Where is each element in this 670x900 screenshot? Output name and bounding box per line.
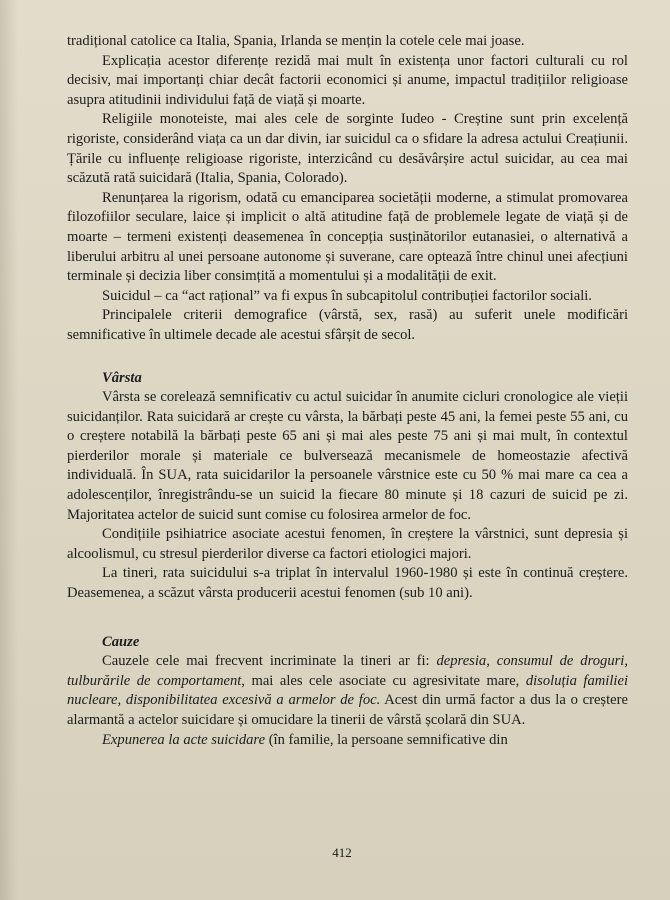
paragraph-demographic-criteria: Principalele criterii demografice (vârstă, sex, rasă) au suferit unele modificări semnificative în ultimele decade ale acestui sfârșit de secol. bbox=[67, 307, 628, 343]
causes-text: Acest din urmă factor a dus la o creștere alarmantă a actelor suicidare și omucidare la tinerii de vârstă școlară din SUA. bbox=[67, 692, 628, 728]
paragraph-continuation: tradițional catolice ca Italia, Spania, Irlanda se mențin la cotele cele mai joase. bbox=[67, 33, 525, 49]
page-number: 412 bbox=[332, 845, 352, 860]
section-spacer bbox=[67, 346, 628, 369]
paragraph-age-correlation: Vârsta se corelează semnificativ cu actul suicidar în anumite cicluri cronologice ale vieții suicidanților. Rata suicidară ar crește cu vârsta, la bărbați peste 45 ani, la femei peste 55 ani, cu o creștere notabilă la bărbați peste 65 ani și mai ales peste 75 ani și mai mult, în contextul pierderilor morale și materiale ce bulversează mecanismele de homeostazie afectivă individuală. În SUA, rata suicidarilor la persoanele vârstnice este cu 50 % mai mare ca cea a adolescenților, înregistrându-se un suicid la fiecare 80 minute și 18 cazuri de suicid pe zi. Majoritatea actelor de suicid sunt comise cu folosirea armelor de foc. bbox=[67, 389, 628, 523]
paragraph-youth-rate: La tineri, rata suicidului s-a triplat în intervalul 1960-1980 și este în continuă creștere. Deasemenea, a scăzut vârsta producerii acestui fenomen (sub 10 ani). bbox=[67, 565, 628, 602]
causes-text: mai ales cele asociate cu agresivitate mare, bbox=[244, 672, 526, 689]
paragraph-exposure bbox=[67, 731, 628, 751]
section-heading-varsta: Vârsta bbox=[102, 369, 142, 386]
paragraph-monotheistic-religions: Religiile monoteiste, mai ales cele de sorginte Iudeo - Creștine sunt prin excelență rigoriste, considerând viața ca un dar divin, iar suicidul ca o sfidare la adresa actului Creațiunii. Țările cu influențe religioase rigoriste, interzicând cu desăvârșire actul suicidar, au cea mai scăzută rată suicidară (Italia, Spania, Colorado). bbox=[67, 111, 628, 187]
paragraph-explanation: Explicația acestor diferențe rezidă mai mult în existența unor factori culturali cu rol decisiv, mai importanți chiar decât factorii economici și anume, impactul tradițiilor religioase asupra atitudinii individului față de viață și moarte. bbox=[67, 52, 628, 108]
paragraph-rigorism: Renunțarea la rigorism, odată cu emanciparea societății moderne, a stimulat promovarea filozofiilor seculare, laice și implicit o altă atitudine față de problemele legate de viață și de moarte – termeni existenți deasemenea în concepția susținătorilor eutanasiei, o alternativă a liberului arbitru al unei persoane autonome și suverane, care optează între chinul unei afecțiuni terminale și decizia liber consimțită a momentului și a modalității de exit. bbox=[67, 189, 628, 285]
paragraph-causes bbox=[67, 652, 628, 730]
causes-text: Cauzele cele mai frecvent incriminate la tineri ar fi: bbox=[102, 653, 437, 670]
causes-italic-list: disoluția familiei nucleare, disponibilitatea excesivă a armelor de foc. bbox=[67, 672, 628, 709]
exposure-text: (în familie, la persoane semnificative din bbox=[265, 731, 508, 748]
exposure-italic: Expunerea la acte suicidare bbox=[102, 731, 266, 748]
paragraph-rational-act: Suicidul – ca “act rațional” va fi expus în subcapitolul contribuției factorilor sociali. bbox=[102, 287, 592, 304]
section-heading-cauze: Cauze bbox=[102, 633, 140, 650]
causes-italic-list: depresia, consumul de droguri, tulburările de comportament, bbox=[67, 653, 629, 689]
paragraph-psychiatric-conditions: Condițiile psihiatrice asociate acestui fenomen, în creștere la vârstnici, sunt depresia și alcoolismul, cu stresul pierderilor diverse ca factori etiologici majori. bbox=[67, 526, 628, 562]
section-spacer bbox=[67, 604, 628, 633]
